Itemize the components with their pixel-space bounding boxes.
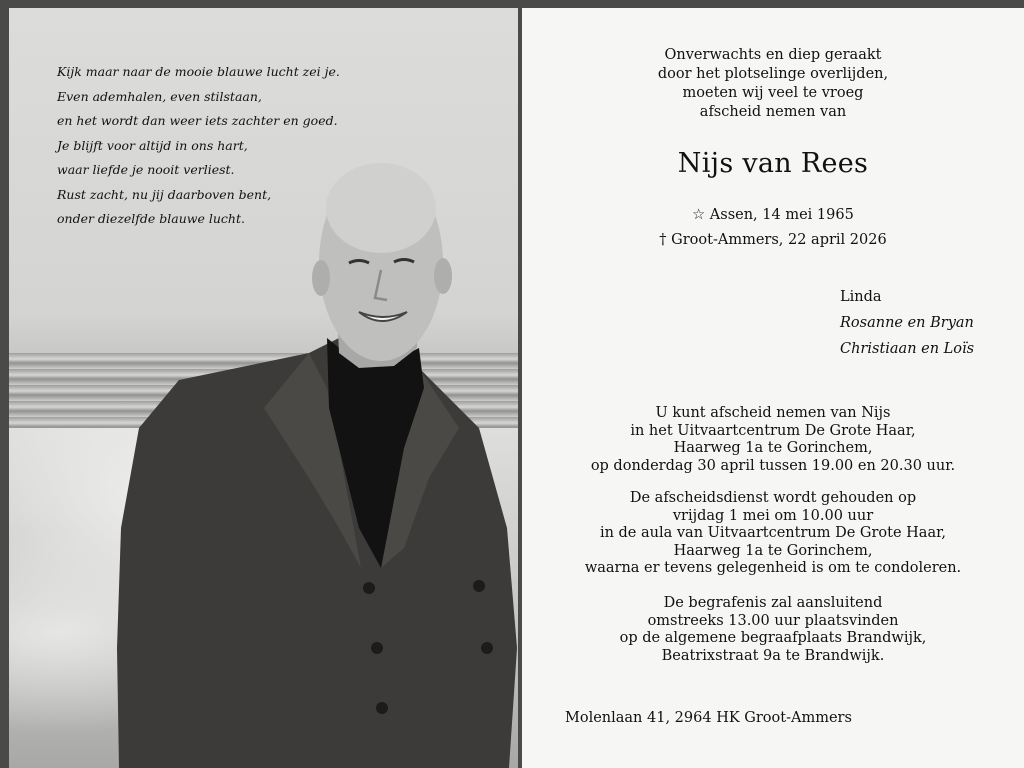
family-names	[840, 284, 974, 362]
burial-line: Beatrixstraat 9a te Brandwijk.	[661, 647, 885, 664]
visitation-line: in het Uitvaartcentrum De Grote Haar,	[630, 422, 916, 439]
deceased-name: Nijs van Rees	[677, 148, 869, 179]
service-line: in de aula van Uitvaartcentrum De Grote Haar,	[599, 525, 947, 541]
service-info	[522, 490, 1024, 578]
family-member: Christiaan en Loïs	[840, 341, 975, 357]
family-member: Rosanne en Bryan	[840, 315, 974, 331]
visitation-line: Haarweg 1a te Gorinchem,	[673, 440, 873, 456]
burial-info	[522, 595, 1024, 665]
service-line: waarna er tevens gelegenheid is om te condoleren.	[584, 560, 962, 576]
intro-line: door het plotselinge overlijden,	[657, 66, 889, 82]
visitation-line: op donderdag 30 april tussen 19.00 en 20.30 uur.	[590, 457, 956, 474]
service-line: Haarweg 1a te Gorinchem,	[673, 542, 873, 559]
birth-date: ☆ Assen, 14 mei 1965	[692, 207, 854, 223]
poem-line: onder diezelfde blauwe lucht.	[57, 211, 245, 226]
life-dates	[522, 203, 1024, 253]
poem-line: Kijk maar naar de mooie blauwe lucht zei je.	[57, 64, 340, 79]
poem-line: Even ademhalen, even stilstaan,	[57, 88, 262, 104]
poem-line: Rust zacht, nu jij daarboven bent,	[57, 186, 272, 202]
text-page	[522, 8, 1024, 768]
service-line: De afscheidsdienst wordt gehouden op	[629, 490, 917, 506]
poem-line: waar liefde je nooit verliest.	[57, 162, 235, 177]
poem-line: Je blijft voor altijd in ons hart,	[57, 137, 248, 153]
intro-text	[522, 46, 1024, 122]
burial-line: omstreeks 13.00 uur plaatsvinden	[647, 612, 899, 629]
service-line: vrijdag 1 mei om 10.00 uur	[672, 507, 874, 524]
family-member: Linda	[840, 289, 882, 305]
death-date: † Groot-Ammers, 22 april 2026	[659, 232, 887, 248]
burial-line: op de algemene begraafplaats Brandwijk,	[619, 630, 927, 646]
poem-line: en het wordt dan weer iets zachter en goed.	[57, 113, 338, 128]
burial-line: De begrafenis zal aansluitend	[663, 595, 883, 611]
photo-page	[9, 8, 518, 768]
visitation-info	[522, 405, 1024, 475]
poem	[57, 60, 340, 232]
home-address: Molenlaan 41, 2964 HK Groot-Ammers	[565, 710, 852, 726]
visitation-line: U kunt afscheid nemen van Nijs	[655, 405, 891, 421]
intro-line: Onverwachts en diep geraakt	[664, 47, 882, 63]
intro-line: moeten wij veel te vroeg	[682, 85, 864, 101]
intro-line: afscheid nemen van	[699, 104, 847, 120]
